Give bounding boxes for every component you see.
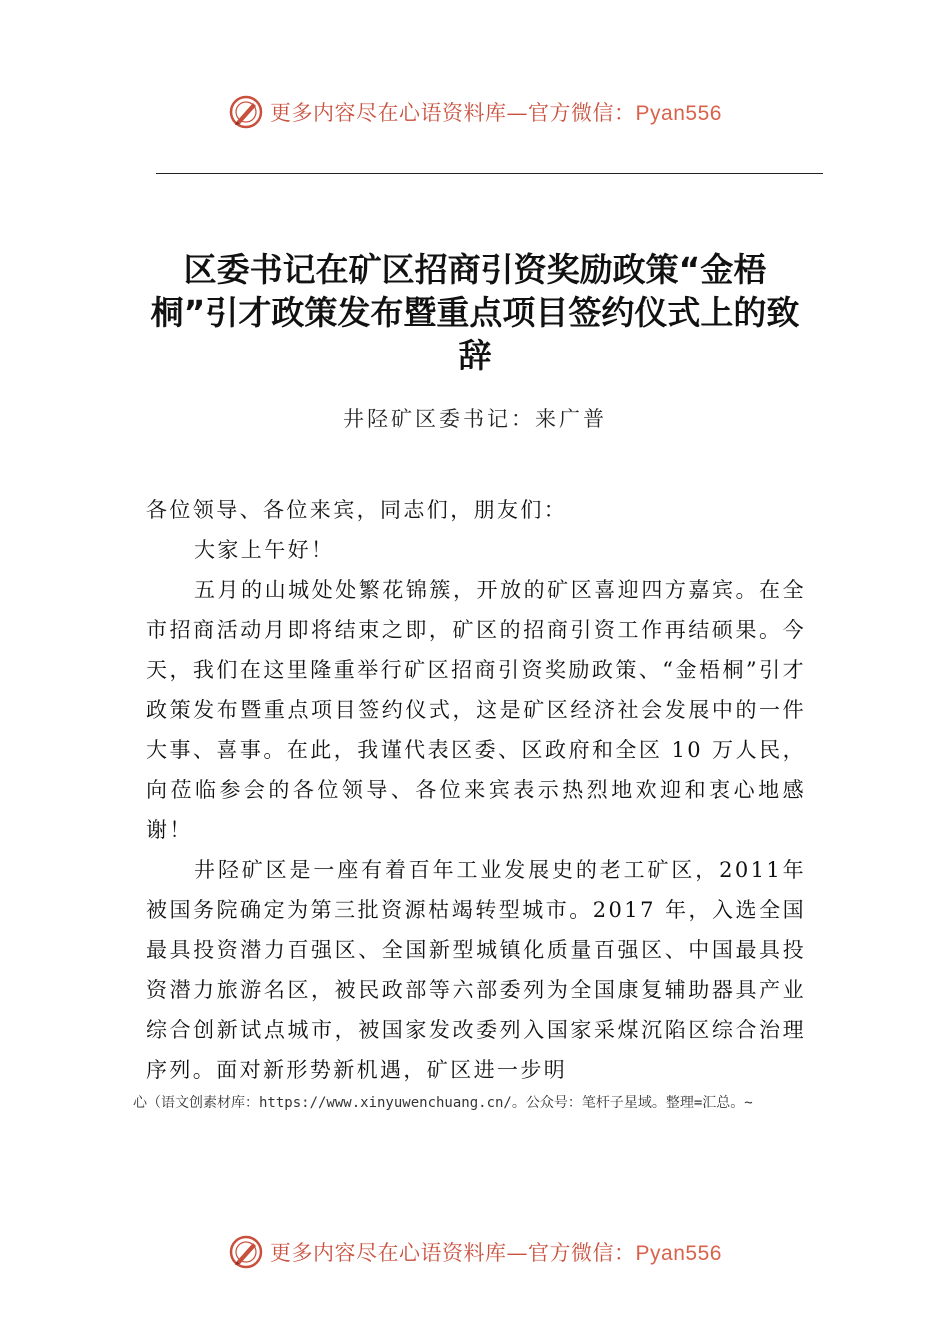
header-banner-text: 更多内容尽在心语资料库—官方微信：Pyan556 bbox=[270, 101, 722, 125]
document-body bbox=[146, 490, 806, 1090]
document-title: 区委书记在矿区招商引资奖励政策“金梧桐”引才政策发布暨重点项目签约仪式上的致辞 bbox=[150, 250, 800, 375]
footer-banner bbox=[0, 1232, 950, 1272]
paragraph-district-intro: 井陉矿区是一座有着百年工业发展史的老工矿区，2011年被国务院确定为第三批资源枯竭转型城市。2017 年，入选全国最具投资潜力百强区、全国新型城镇化质量百强区、中国最具投资潜力旅游名区，被民政部等六部委列为全国康复辅助器具产业综合创新试点城市，被国家发改委列入国家采煤沉陷区综合治理序列。面对新形势新机遇，矿区进一步明 bbox=[146, 858, 806, 1082]
footer-wechat-id: Pyan556 bbox=[635, 1242, 722, 1265]
document-author: 井陉矿区委书记：来广普 bbox=[343, 407, 607, 431]
paragraph-greeting: 大家上午好！ bbox=[194, 538, 335, 562]
footer-banner-text: 更多内容尽在心语资料库—官方微信：Pyan556 bbox=[270, 1241, 722, 1265]
header-banner bbox=[0, 92, 950, 132]
source-footnote: 心（语文创素材库：https://www.xinyuwenchuang.cn/。公众号：笔杆子星域。整理=汇总。~ bbox=[133, 1095, 753, 1111]
pen-logo-icon bbox=[228, 1234, 264, 1270]
salutation: 各位领导、各位来宾，同志们，朋友们： bbox=[146, 498, 568, 522]
pen-logo-icon bbox=[228, 94, 264, 130]
header-wechat-id: Pyan556 bbox=[635, 102, 722, 125]
header-divider bbox=[156, 173, 823, 174]
paragraph-welcome: 五月的山城处处繁花锦簇，开放的矿区喜迎四方嘉宾。在全市招商活动月即将结束之即，矿区的招商引资工作再结硕果。今天，我们在这里隆重举行矿区招商引资奖励政策、“金梧桐”引才政策发布暨重点项目签约仪式，这是矿区经济社会发展中的一件大事、喜事。在此，我谨代表区委、区政府和全区 10 万人民，向莅临参会的各位领导、各位来宾表示热烈地欢迎和衷心地感谢！ bbox=[146, 578, 806, 842]
